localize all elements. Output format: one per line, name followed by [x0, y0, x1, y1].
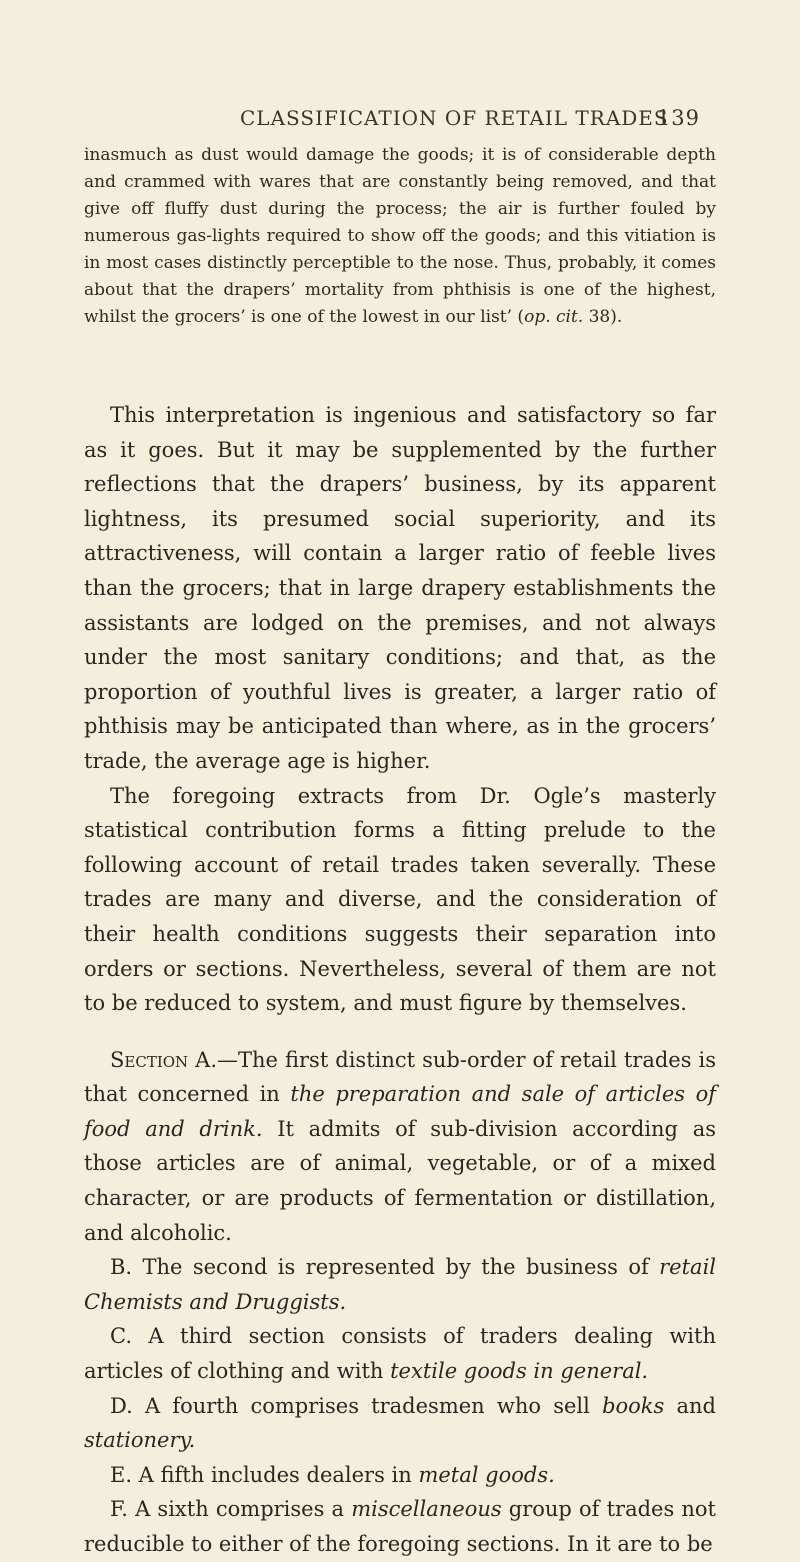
section-d-mid: and [664, 1393, 717, 1418]
section-a-italic: the preparation and sale of articles of food and drink. [84, 1082, 716, 1141]
page-number: 139 [656, 106, 700, 130]
section-a-paragraph [84, 1043, 716, 1251]
section-e-text: E. A fifth includes dealers in [110, 1462, 419, 1487]
main-text [84, 398, 716, 1562]
section-label: Section [110, 1047, 189, 1072]
quoted-passage [84, 142, 716, 331]
quote-citation: op. cit. [524, 307, 584, 327]
section-b-text: B. The second is represented by the business of [110, 1255, 660, 1280]
running-title: CLASSIFICATION OF RETAIL TRADES [240, 106, 669, 130]
section-f-text: F. A sixth comprises a [110, 1497, 352, 1522]
section-e-paragraph [84, 1458, 716, 1493]
section-b-italic: retail Chemists and Druggists. [84, 1255, 716, 1314]
section-d-text: D. A fourth comprises tradesmen who sell [110, 1393, 603, 1418]
section-d-italic-books: books [602, 1393, 665, 1418]
section-e-italic: metal goods. [418, 1462, 555, 1487]
quote-citation-page: 38). [583, 307, 623, 327]
quote-text: inasmuch as dust would damage the goods; it is of considerable depth and crammed with wares that are constantly being removed, and that give off fluffy dust during the process; the air is further fouled by numerous gas-lights required to show off the goods; and this vitiation is in most cases distinctly perceptible to the nose. Thus, probably, it comes about that the drapers’ mortality from phthisis is one of the highest, whilst the grocers’ is one of the lowest in our list’ ( [84, 145, 716, 327]
section-a-text: A.—The first distinct sub-order of retail trades is that concerned in [84, 1047, 716, 1107]
section-b-paragraph [84, 1250, 716, 1319]
section-d-paragraph [84, 1389, 716, 1458]
paragraph-interpretation: This interpretation is ingenious and satisfactory so far as it goes. But it may be supplemented by the further reflections that the drapers’ business, by its apparent lightness, its presumed social superiority, and its attractiveness, will contain a larger ratio of feeble lives than the grocers; that in large drapery establishments the assistants are lodged on the premises, and not always under the most sanitary conditions; and that, as the proportion of youthful lives is greater, a larger ratio of phthisis may be anticipated than where, as in the grocers’ trade, the average age is higher. [84, 403, 716, 773]
section-c-italic: textile goods in general. [390, 1359, 649, 1384]
section-f-italic: miscellaneous [351, 1497, 502, 1522]
section-a-rest: It admits of sub-division according as those articles are of animal, vegetable, or of a mixed character, or are products of fermentation or distillation, and alcoholic. [84, 1116, 716, 1245]
section-c-text: C. A third section consists of traders dealing with articles of clothing and with [84, 1324, 716, 1384]
section-f-rest: group of trades not reducible to either of the foregoing sections. In it are to be [84, 1497, 716, 1556]
section-gap [84, 1021, 716, 1043]
paragraph-foregoing-extracts: The foregoing extracts from Dr. Ogle’s masterly statistical contribution forms a fitting prelude to the following account of retail trades taken severally. These trades are many and diverse, and the consideration of their health conditions suggests their separation into orders or sections. Nevertheless, several of them are not to be reduced to system, and must figure by themselves. [84, 783, 716, 1016]
section-f-paragraph [84, 1492, 716, 1561]
section-c-paragraph [84, 1319, 716, 1388]
section-d-italic-stationery: stationery. [84, 1428, 196, 1453]
